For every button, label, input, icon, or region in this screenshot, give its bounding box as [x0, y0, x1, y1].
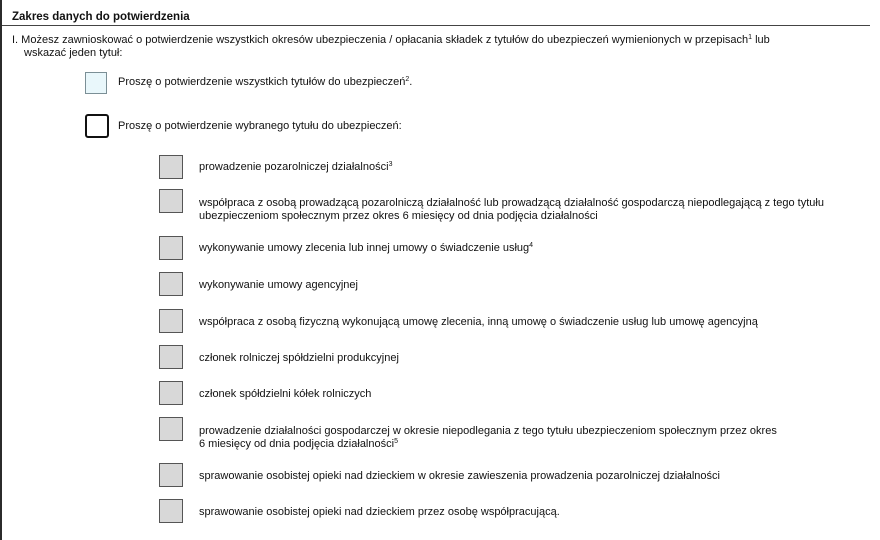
title-label: sprawowanie osobistej opieki nad dzieckiem przez osobę współpracującą. [199, 506, 560, 518]
title-checkbox[interactable] [159, 309, 183, 333]
title-text-line2: ubezpieczeniom społecznym przez okres 6 miesięcy od dnia podjęcia działalności [199, 210, 598, 222]
title-label [199, 242, 879, 255]
title-text: wykonywanie umowy zlecenia lub innej umowy o świadczenie usług [199, 242, 530, 254]
title-checkbox[interactable] [159, 155, 183, 179]
intro-line1: I. Możesz zawnioskować o potwierdzenie wszystkich okresów ubezpieczenia / opłacania składek z tytułów do ubezpieczeń wymienionych w przepisach [12, 34, 749, 46]
form-left-border [0, 0, 2, 540]
section-title-divider [2, 25, 870, 26]
title-footnote-ref: 3 [388, 161, 393, 168]
section-title: Zakres danych do potwierdzenia [12, 11, 190, 23]
title-checkbox[interactable] [159, 272, 183, 296]
title-text: współpraca z osobą prowadzącą pozarolniczą działalność lub prowadzącą działalność gospodarczą niepodlegającą z tego tytułu [199, 197, 824, 209]
title-footnote-ref: 4 [529, 242, 534, 249]
title-label [199, 197, 879, 223]
title-checkbox[interactable] [159, 417, 183, 441]
intro-line2: wskazać jeden tytuł: [24, 47, 123, 59]
option-all-titles-suffix: . [409, 76, 413, 88]
title-checkbox[interactable] [159, 381, 183, 405]
option-selected-title-label: Proszę o potwierdzenie wybranego tytułu do ubezpieczeń: [118, 120, 402, 132]
title-checkbox[interactable] [159, 499, 183, 523]
option-all-titles-footnote-ref: 2 [405, 76, 410, 83]
title-label [199, 161, 879, 174]
title-checkbox[interactable] [159, 236, 183, 260]
title-text-line2-content: 6 miesięcy od dnia podjęcia działalności [199, 438, 395, 450]
title-label: członek spółdzielni kółek rolniczych [199, 388, 372, 400]
title-footnote-ref: 5 [394, 438, 398, 445]
title-label: sprawowanie osobistej opieki nad dzieckiem w okresie zawieszenia prowadzenia pozarolniczej działalności [199, 470, 720, 482]
intro-footnote-ref: 1 [748, 34, 753, 41]
option-all-titles-text: Proszę o potwierdzenie wszystkich tytułów do ubezpieczeń [118, 76, 406, 88]
selected-title-checkbox[interactable] [85, 114, 109, 138]
intro-text [12, 34, 872, 60]
title-label [199, 425, 879, 451]
title-text-line2 [199, 438, 879, 451]
title-checkbox[interactable] [159, 189, 183, 213]
all-titles-checkbox[interactable] [85, 72, 107, 94]
intro-line1-end: lub [752, 34, 770, 46]
title-label: wykonywanie umowy agencyjnej [199, 279, 358, 291]
title-label: członek rolniczej spółdzielni produkcyjnej [199, 352, 399, 364]
title-text: prowadzenie działalności gospodarczej w okresie niepodlegania z tego tytułu ubezpieczeniom społecznym przez okres [199, 425, 777, 437]
title-checkbox[interactable] [159, 463, 183, 487]
title-label: współpraca z osobą fizyczną wykonującą umowę zlecenia, inną umowę o świadczenie usług lub umowę agencyjną [199, 316, 758, 328]
title-text: prowadzenie pozarolniczej działalności [199, 161, 389, 173]
title-checkbox[interactable] [159, 345, 183, 369]
option-all-titles-label [118, 76, 818, 89]
